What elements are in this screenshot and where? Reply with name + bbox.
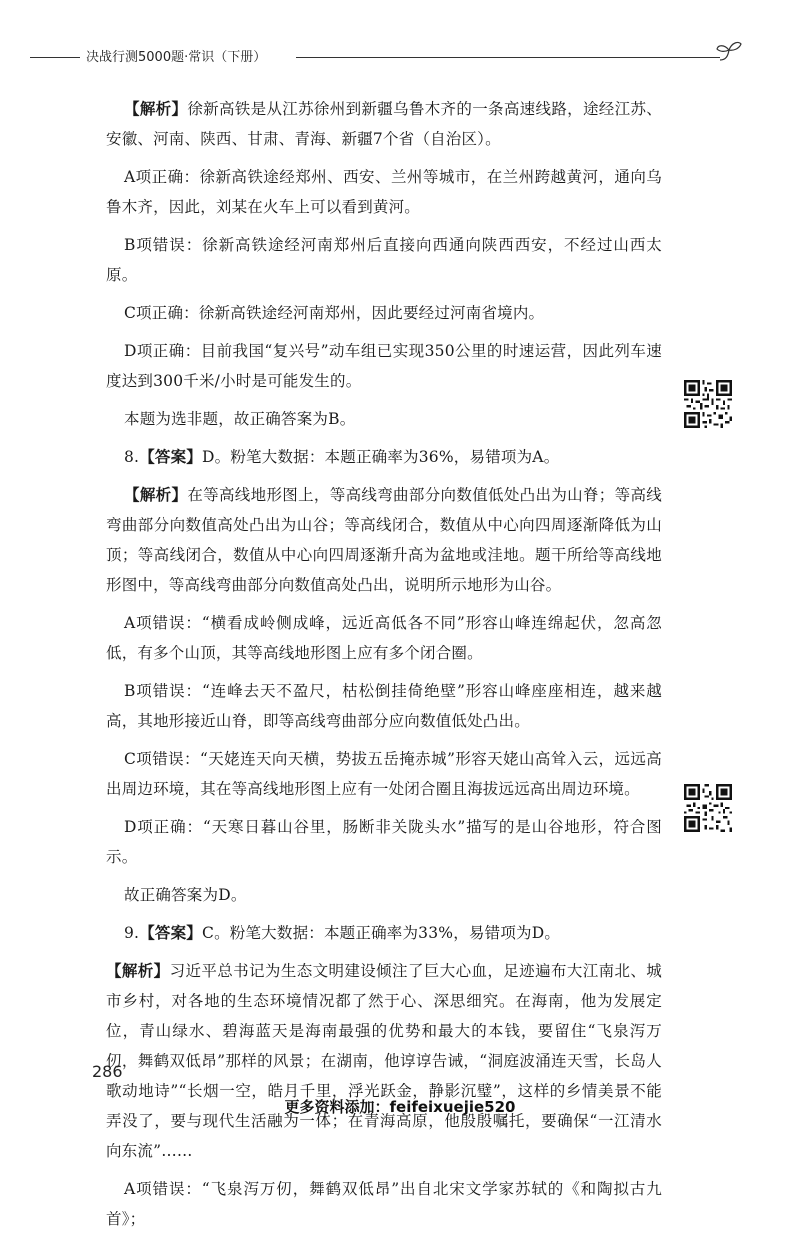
question-number: 8. [124, 448, 140, 466]
paragraph: A项正确：徐新高铁途经郑州、西安、兰州等城市，在兰州跨越黄河，通向乌鲁木齐，因此，刘某在火车上可以看到黄河。 [106, 168, 662, 216]
answer-line [106, 442, 662, 472]
paragraph: C项错误：“天姥连天向天横，势拔五岳掩赤城”形容天姥山高耸入云，远远高出周边环境，其在等高线地形图上应有一处闭合圈且海拔远远高出周边环境。 [106, 750, 662, 798]
qr-code-icon[interactable] [684, 380, 732, 428]
analysis-label: 【解析】 [124, 486, 188, 504]
paragraph-text: 习近平总书记为生态文明建设倾注了巨大心血，足迹遍布大江南北、城市乡村，对各地的生态环境情况都了然于心、深思细究。在海南，他为发展定位，青山绿水、碧海蓝天是海南最强的优势和最大的本钱，要留住“飞泉泻万仞，舞鹤双低昂”那样的风景；在湖南，他谆谆告诫，“洞庭波涌连天雪，长岛人歌动地诗”“长烟一空，皓月千里，浮光跃金，静影沉璧”，这样的乡情美景不能弄没了，要与现代生活融为一体；在青海高原，他殷殷嘱托，要确保“一江清水向东流”…… [106, 962, 663, 1160]
page-number: 286 [92, 1062, 123, 1081]
paragraph-text: 徐新高铁是从江苏徐州到新疆乌鲁木齐的一条高速线路，途经江苏、安徽、河南、陕西、甘肃、青海、新疆7个省（自治区）。 [106, 100, 662, 148]
answer-label: 【答案】 [139, 924, 203, 942]
main-content [106, 94, 662, 1242]
qr-code-icon[interactable] [684, 784, 732, 832]
footer-contact-note: 更多资料添加：feifeixuejie520 [284, 1098, 516, 1116]
paragraph: A项错误：“横看成岭侧成峰，远近高低各不同”形容山峰连绵起伏，忽高忽低，有多个山顶，其等高线地形图上应有多个闭合圈。 [106, 614, 662, 662]
paragraph [106, 94, 662, 154]
book-title: 决战行测5000题·常识（下册） [86, 50, 267, 65]
paragraph [106, 956, 662, 1166]
header-rule-right [296, 57, 720, 58]
paragraph: B项错误：“连峰去天不盈尺，枯松倒挂倚绝壁”形容山峰座座相连，越来越高，其地形接近山脊，即等高线弯曲部分应向数值低处凸出。 [106, 682, 662, 730]
answer-text: C。粉笔大数据：本题正确率为33%，易错项为D。 [202, 924, 561, 942]
paragraph-text: 在等高线地形图上，等高线弯曲部分向数值低处凸出为山脊；等高线弯曲部分向数值高处凸出为山谷；等高线闭合，数值从中心向四周逐渐降低为山顶；等高线闭合，数值从中心向四周逐渐升高为盆地或洼地。题干所给等高线地形图中，等高线弯曲部分向数值高处凸出，说明所示地形为山谷。 [106, 486, 662, 594]
paragraph [106, 480, 662, 600]
paragraph: D项正确：目前我国“复兴号”动车组已实现350公里的时速运营，因此列车速度达到300千米/小时是可能发生的。 [106, 342, 662, 390]
question-number: 9. [124, 924, 140, 942]
answer-label: 【答案】 [139, 448, 203, 466]
analysis-label: 【解析】 [124, 100, 188, 118]
paragraph: B项错误：徐新高铁途经河南郑州后直接向西通向陕西西安，不经过山西太原。 [106, 236, 662, 284]
header-rule-left [30, 57, 80, 58]
paragraph: D项正确：“天寒日暮山谷里，肠断非关陇头水”描写的是山谷地形，符合图示。 [106, 818, 662, 866]
sprout-icon [712, 36, 746, 66]
paragraph: A项错误：“飞泉泻万仞，舞鹤双低昂”出自北宋文学家苏轼的《和陶拟古九首》； [106, 1180, 662, 1228]
page-header [0, 44, 800, 68]
analysis-label: 【解析】 [106, 962, 170, 980]
paragraph: C项正确：徐新高铁途经河南郑州，因此要经过河南省境内。 [124, 304, 545, 322]
paragraph: 故正确答案为D。 [124, 886, 247, 904]
paragraph: 本题为选非题，故正确答案为B。 [124, 410, 356, 428]
answer-text: D。粉笔大数据：本题正确率为36%，易错项为A。 [202, 448, 560, 466]
answer-line [106, 918, 662, 948]
